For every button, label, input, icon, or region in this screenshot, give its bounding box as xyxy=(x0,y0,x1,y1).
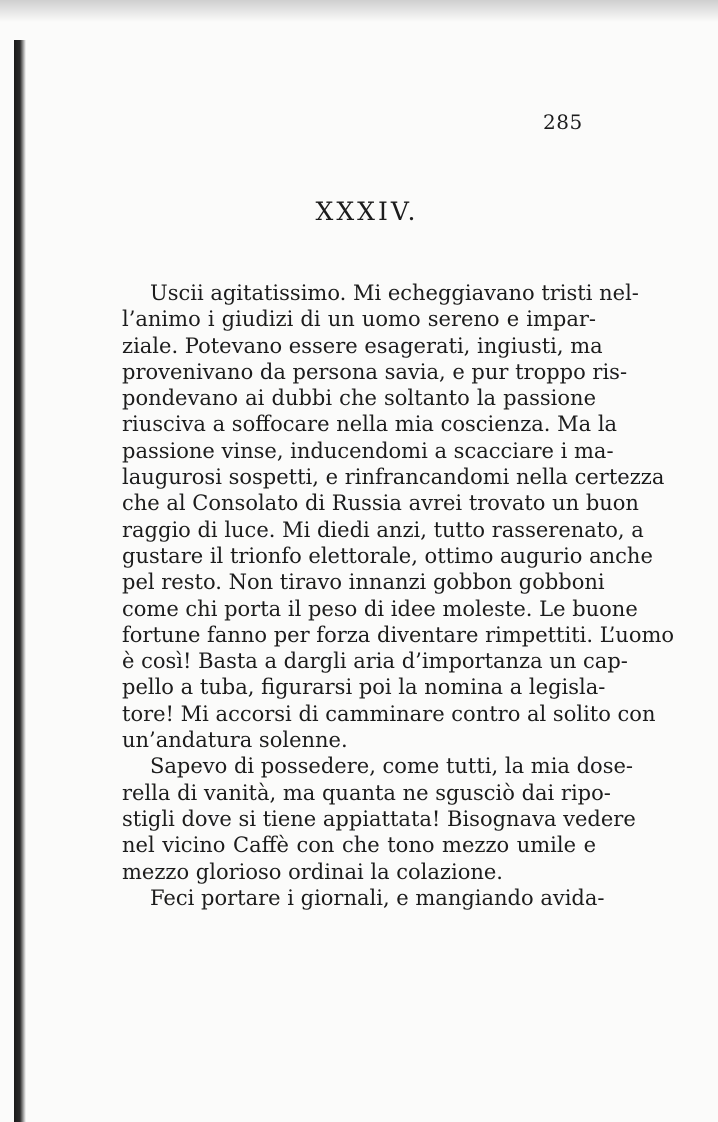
text-line: nel vicino Caffè con che tono mezzo umile e xyxy=(122,833,596,858)
text-line: gustare il trionfo elettorale, ottimo augurio anche xyxy=(122,543,653,568)
text-line: pel resto. Non tiravo innanzi gobbon gobboni xyxy=(122,570,605,595)
text-line: provenivano da persona savia, e pur troppo ris- xyxy=(122,359,628,384)
text-line: è così! Basta a dargli aria d’importanza un cap- xyxy=(122,649,628,674)
top-scan-shadow xyxy=(0,0,718,22)
text-line: come chi porta il peso di idee moleste. Le buone xyxy=(122,596,638,621)
text-line: fortune fanno per forza diventare rimpettiti. L’uomo xyxy=(122,622,675,647)
text-line: laugurosi sospetti, e rinfrancandomi nella certezza xyxy=(122,465,665,490)
text-line: Feci portare i giornali, e mangiando avida- xyxy=(150,885,605,910)
text-line: passione vinse, inducendomi a scacciare i ma- xyxy=(122,438,614,463)
text-line: rella di vanità, ma quanta ne sgusciò dai ripo- xyxy=(122,780,611,805)
body-text xyxy=(122,280,675,911)
text-line: che al Consolato di Russia avrei trovato un buon xyxy=(122,491,639,516)
text-line: riusciva a soffocare nella mia coscienza. Ma la xyxy=(122,412,618,437)
text-line: ziale. Potevano essere esagerati, ingiusti, ma xyxy=(122,333,603,358)
text-line: tore! Mi accorsi di camminare contro al solito con xyxy=(122,701,656,726)
page-number: 285 xyxy=(543,110,583,134)
text-line: l’animo i giudizi di un uomo sereno e impar- xyxy=(122,307,596,332)
text-line: pondevano ai dubbi che soltanto la passione xyxy=(122,386,596,411)
chapter-heading: XXXIV. xyxy=(315,197,419,226)
text-line: un’andatura solenne. xyxy=(122,728,348,753)
text-line: Sapevo di possedere, come tutti, la mia dose- xyxy=(150,754,633,779)
text-line: pello a tuba, figurarsi poi la nomina a legisla- xyxy=(122,675,606,700)
text-line: stigli dove si tiene appiattata! Bisognava vedere xyxy=(122,806,636,831)
text-line: mezzo glorioso ordinai la colazione. xyxy=(122,859,503,884)
text-line: raggio di luce. Mi diedi anzi, tutto rasserenato, a xyxy=(122,517,644,542)
text-line: Uscii agitatissimo. Mi echeggiavano tristi nel- xyxy=(150,281,639,305)
